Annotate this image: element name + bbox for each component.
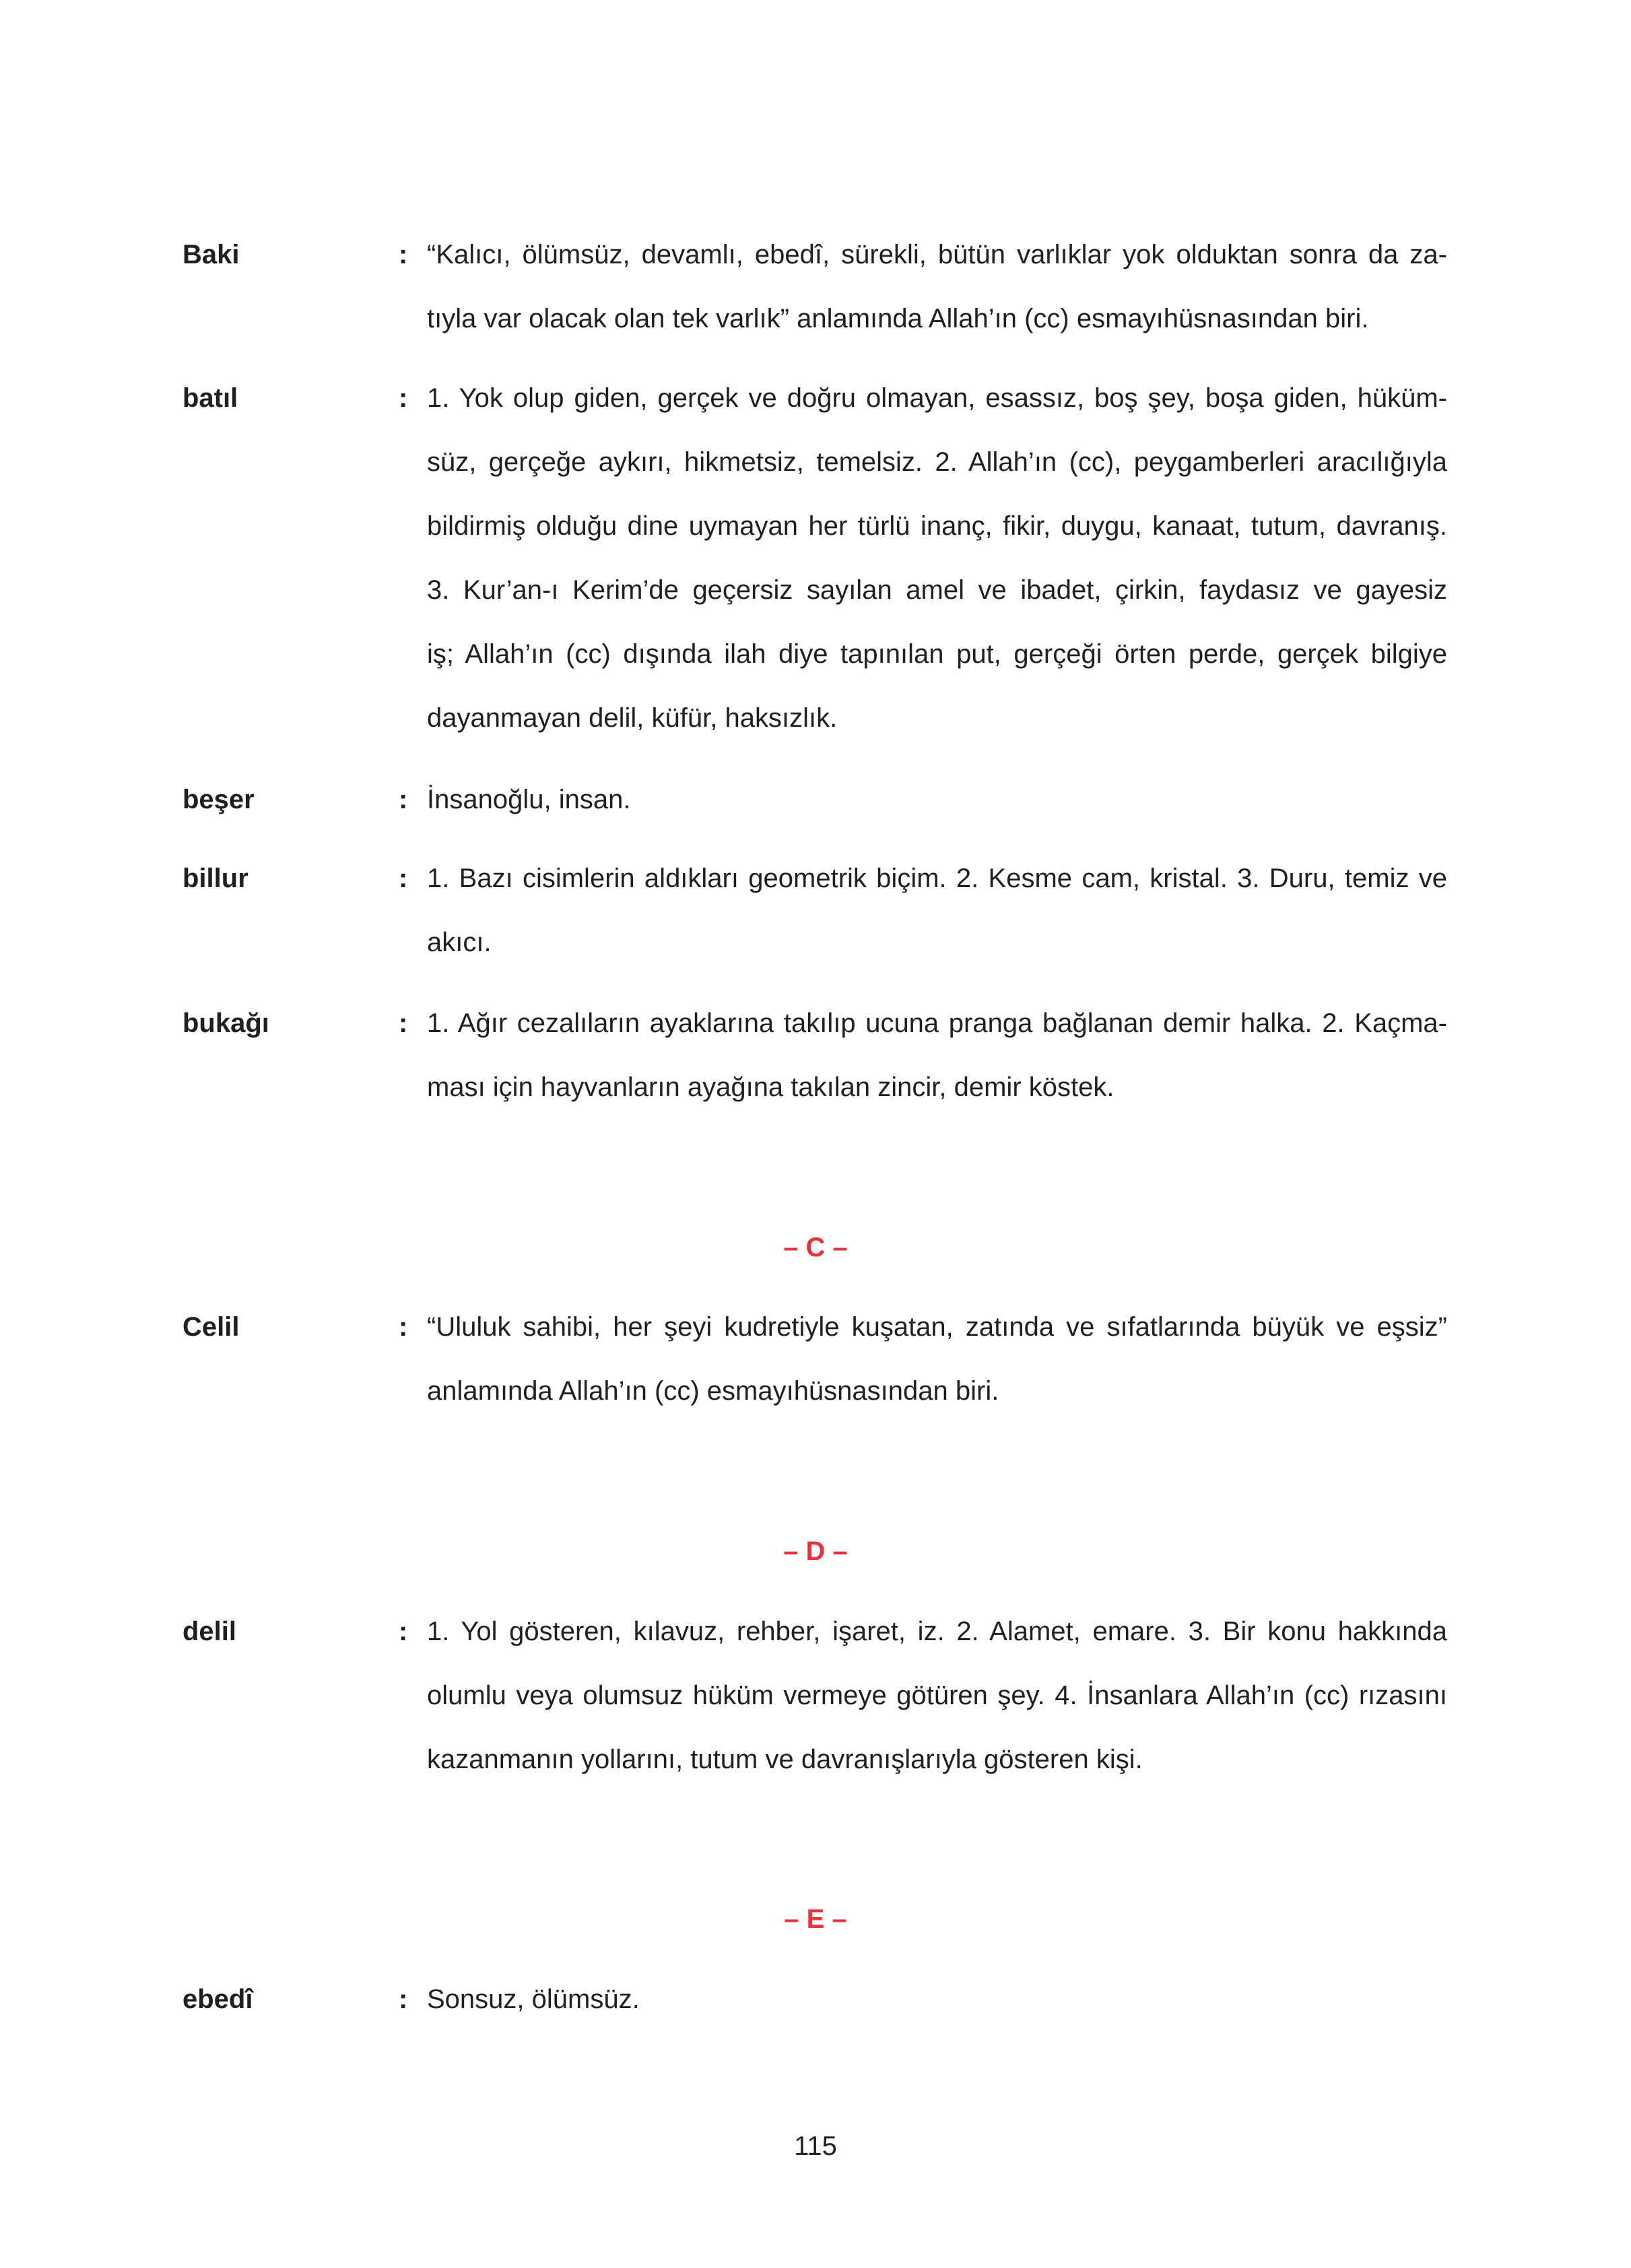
definition-line: İnsanoğlu, insan.	[427, 785, 631, 814]
page-number: 115	[794, 2131, 837, 2161]
definition-line: olumlu veya olumsuz hüküm vermeye götüren şey. 4. İnsanlara Allah’ın (cc) rızasını	[427, 1681, 1447, 1710]
definition-line: “Kalıcı, ölümsüz, devamlı, ebedî, sürekli, bütün varlıklar yok olduktan sonra da za-	[427, 240, 1447, 269]
section-letter-e: – E –	[784, 1904, 847, 1934]
definition	[427, 1968, 1447, 2032]
section-letter-c: – C –	[783, 1233, 848, 1262]
definition-line: bildirmiş olduğu dine uymayan her türlü inanç, fikir, duygu, kanaat, tutum, davranış.	[427, 511, 1447, 541]
term: billur	[182, 864, 248, 893]
definition-line: “Ululuk sahibi, her şeyi kudretiyle kuşatan, zatında ve sıfatlarında büyük ve eşsiz”	[427, 1312, 1447, 1342]
definition-line: dayanmayan delil, küfür, haksızlık.	[427, 703, 838, 733]
colon: :	[399, 240, 408, 269]
definition	[427, 223, 1447, 351]
colon: :	[399, 1008, 408, 1038]
term: bukağı	[182, 1008, 269, 1038]
term: Baki	[182, 240, 240, 269]
section-letter-d: – D –	[783, 1536, 848, 1566]
term: ebedî	[182, 1984, 253, 2014]
term: batıl	[182, 383, 238, 413]
colon: :	[399, 864, 408, 893]
definition-line: iş; Allah’ın (cc) dışında ilah diye tapınılan put, gerçeği örten perde, gerçek bilgiye	[427, 639, 1447, 669]
definition	[427, 1295, 1447, 1423]
definition-line: ması için hayvanların ayağına takılan zincir, demir köstek.	[427, 1072, 1114, 1102]
colon: :	[399, 1984, 408, 2014]
definition	[427, 1600, 1447, 1792]
definition-line: 1. Ağır cezalıların ayaklarına takılıp ucuna pranga bağlanan demir halka. 2. Kaçma-	[427, 1008, 1447, 1038]
definition-line: tıyla var olacak olan tek varlık” anlamında Allah’ın (cc) esmayıhüsnasından biri.	[427, 304, 1369, 333]
definition	[427, 768, 1447, 832]
definition-line: 1. Yol gösteren, kılavuz, rehber, işaret, iz. 2. Alamet, emare. 3. Bir konu hakkında	[427, 1617, 1447, 1646]
definition-line: Sonsuz, ölümsüz.	[427, 1984, 640, 2014]
colon: :	[399, 383, 408, 413]
definition-line: süz, gerçeğe aykırı, hikmetsiz, temelsiz. 2. Allah’ın (cc), peygamberleri aracılığıyla	[427, 447, 1447, 477]
term: beşer	[182, 785, 255, 814]
definition	[427, 992, 1447, 1120]
definition-line: 3. Kur’an-ı Kerim’de geçersiz sayılan amel ve ibadet, çirkin, faydasız ve gayesiz	[427, 575, 1447, 605]
colon: :	[399, 1312, 408, 1342]
definition	[427, 847, 1447, 975]
definition-line: anlamında Allah’ın (cc) esmayıhüsnasından biri.	[427, 1376, 999, 1406]
term: delil	[182, 1617, 237, 1646]
colon: :	[399, 1617, 408, 1646]
term: Celil	[182, 1312, 240, 1342]
definition-line: 1. Bazı cisimlerin aldıkları geometrik biçim. 2. Kesme cam, kristal. 3. Duru, temiz ve	[427, 864, 1447, 893]
definition-line: 1. Yok olup giden, gerçek ve doğru olmayan, esassız, boş şey, boşa giden, hüküm-	[427, 383, 1447, 413]
definition	[427, 366, 1447, 750]
definition-line: akıcı.	[427, 928, 492, 957]
colon: :	[399, 785, 408, 814]
definition-line: kazanmanın yollarını, tutum ve davranışlarıyla gösteren kişi.	[427, 1745, 1143, 1774]
